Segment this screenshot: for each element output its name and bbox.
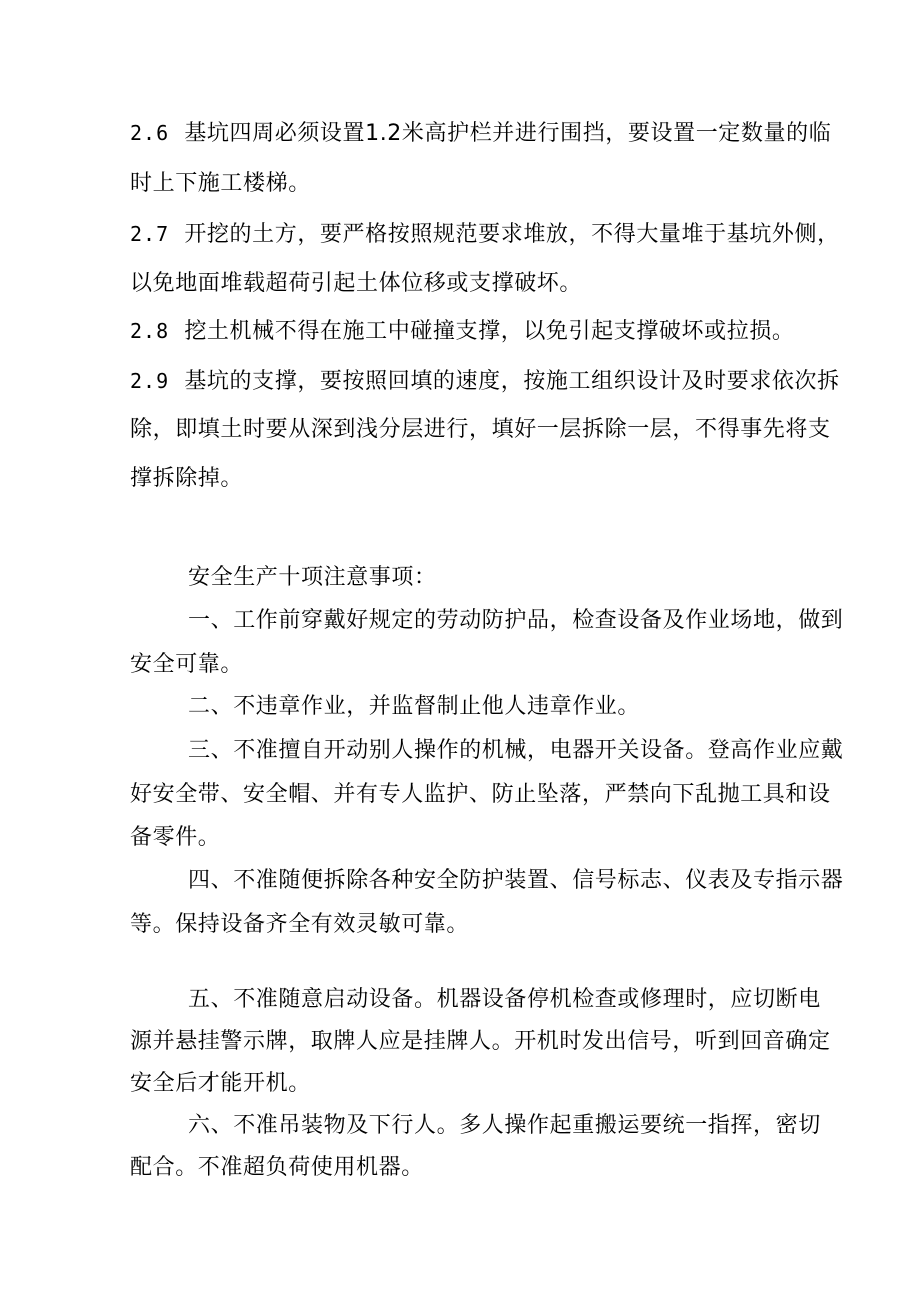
safety-heading: 安全生产十项注意事项： — [188, 565, 437, 590]
clause-text: 基坑的支撑，要按照回填的速度，按施工组织设计及时要求依次拆 — [184, 369, 840, 394]
clause-2-7-line-2: 以免地面堆载超荷引起土体位移或支撑破坏。 — [130, 271, 583, 296]
safety-item-6-line-1: 六、不准吊装物及下行人。多人操作起重搬运要统一指挥，密切 — [188, 1113, 821, 1138]
safety-item-1-line-1: 一、工作前穿戴好规定的劳动防护品，检查设备及作业场地，做到 — [188, 608, 844, 633]
safety-item-1-line-2: 安全可靠。 — [130, 652, 244, 677]
clause-2-9-line-3: 撑拆除掉。 — [130, 466, 244, 491]
clause-2-9-line-1 — [130, 366, 840, 397]
safety-item-2-line-1: 二、不违章作业，并监督制止他人违章作业。 — [188, 694, 641, 719]
clause-2-9-line-2: 除，即填土时要从深到浅分层进行，填好一层拆除一层，不得事先将支 — [130, 417, 831, 442]
safety-item-5-line-1: 五、不准随意启动设备。机器设备停机检查或修理时，应切断电 — [188, 987, 821, 1012]
safety-item-3-line-2: 好安全带、安全帽、并有专人监护、防止坠落，严禁向下乱抛工具和设 — [130, 782, 831, 807]
clause-number: 2.7 — [130, 222, 170, 246]
safety-item-3-line-1: 三、不准擅自开动别人操作的机械，电器开关设备。登高作业应戴 — [188, 738, 844, 763]
clause-text: 开挖的土方，要严格按照规范要求堆放，不得大量堆于基坑外侧， — [184, 222, 840, 247]
safety-item-5-line-3: 安全后才能开机。 — [130, 1071, 311, 1096]
clause-number: 2.6 — [130, 121, 170, 145]
clause-2-7-line-1 — [130, 219, 840, 250]
safety-item-4-line-1: 四、不准随便拆除各种安全防护装置、信号标志、仪表及专指示器 — [188, 868, 844, 893]
clause-number: 2.8 — [130, 319, 170, 343]
clause-text: 基坑四周必须设置1.2米高护栏并进行围挡，要设置一定数量的临 — [184, 121, 832, 146]
safety-item-4-line-2: 等。保持设备齐全有效灵敏可靠。 — [130, 912, 470, 937]
safety-item-5-line-2: 源并悬挂警示牌，取牌人应是挂牌人。开机时发出信号，听到回音确定 — [130, 1029, 831, 1054]
clause-2-6-line-2: 时上下施工楼梯。 — [130, 171, 311, 196]
safety-item-3-line-3: 备零件。 — [130, 825, 221, 850]
clause-2-6-line-1 — [130, 118, 831, 149]
clause-number: 2.9 — [130, 369, 170, 393]
safety-item-6-line-2: 配合。不准超负荷使用机器。 — [130, 1155, 424, 1180]
clause-text: 挖土机械不得在施工中碰撞支撑，以免引起支撑破坏或拉损。 — [184, 319, 795, 344]
clause-2-8-line-1 — [130, 316, 795, 347]
